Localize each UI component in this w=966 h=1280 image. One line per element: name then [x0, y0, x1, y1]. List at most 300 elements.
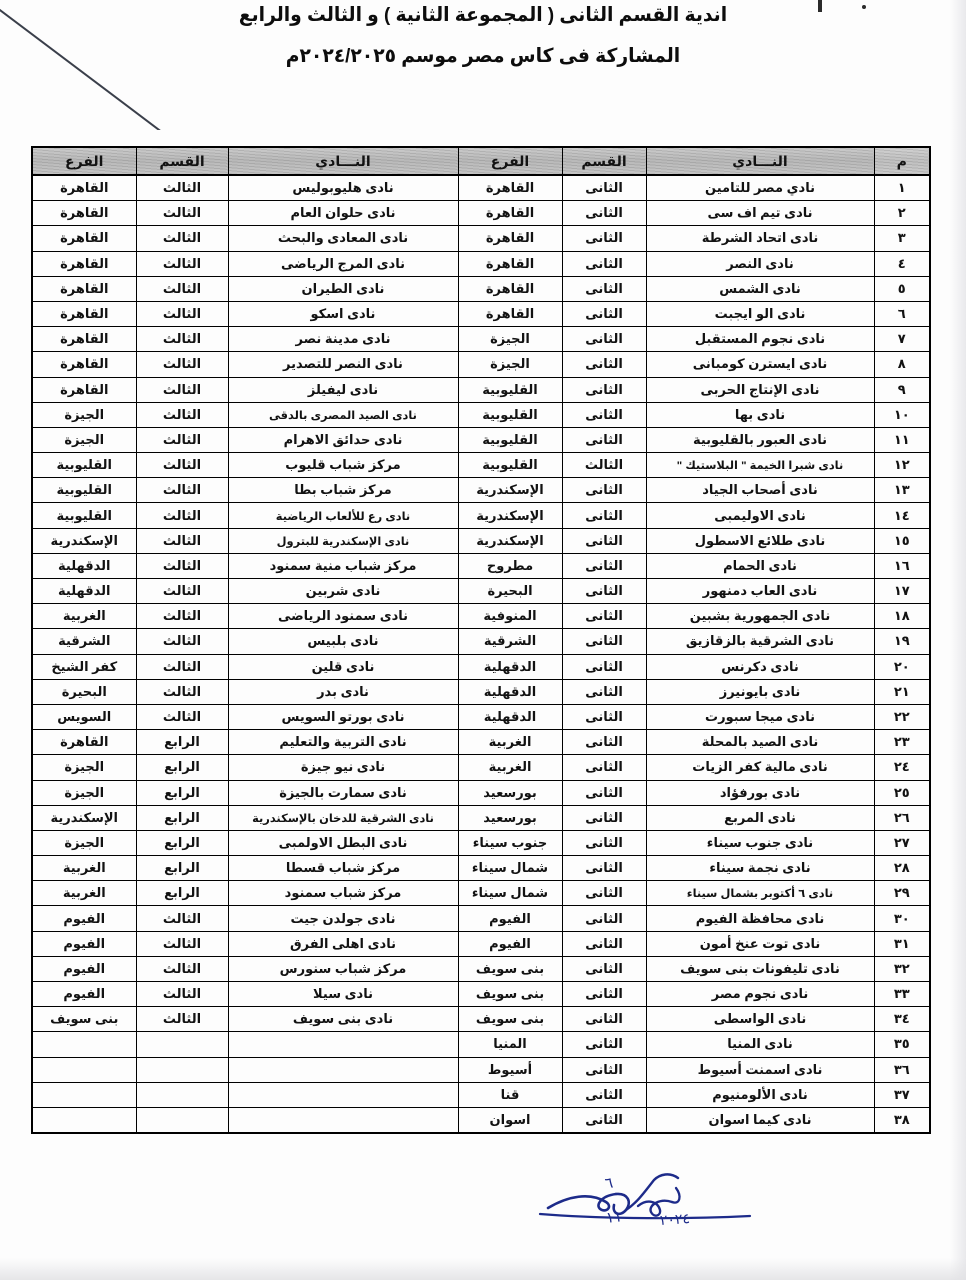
- table-row: [32, 956, 930, 981]
- branch-right: القليوبية: [458, 402, 562, 427]
- table-row: [32, 478, 930, 503]
- section-right: الثانى: [562, 175, 646, 201]
- section-right: الثانى: [562, 931, 646, 956]
- branch-right: بورسعيد: [458, 780, 562, 805]
- table-row: [32, 503, 930, 528]
- section-right: الثانى: [562, 906, 646, 931]
- row-number: ٩: [874, 377, 930, 402]
- table-row: [32, 679, 930, 704]
- section-right: الثانى: [562, 604, 646, 629]
- header-branch-left: الفرع: [32, 147, 136, 175]
- clubs-table-container: [33, 146, 931, 1134]
- branch-right: القليوبية: [458, 453, 562, 478]
- section-left: الرابع: [136, 856, 228, 881]
- table-row: [32, 402, 930, 427]
- club-name-left: [228, 1057, 458, 1082]
- table-row: [32, 931, 930, 956]
- section-right: الثانى: [562, 704, 646, 729]
- section-left: الثالث: [136, 704, 228, 729]
- section-left: الثالث: [136, 629, 228, 654]
- section-right: الثانى: [562, 1107, 646, 1133]
- club-name-left: نادى سمنود الرياضى: [228, 604, 458, 629]
- club-name-left: نادى بدر: [228, 679, 458, 704]
- section-left: [136, 1082, 228, 1107]
- table-row: [32, 906, 930, 931]
- club-name-right: نادى أصحاب الجياد: [646, 478, 874, 503]
- club-name-right: نادى العاب دمنهور: [646, 579, 874, 604]
- club-name-left: نادى سمارت بالجيزة: [228, 780, 458, 805]
- branch-left: القليوبية: [32, 503, 136, 528]
- club-name-left: مركز شباب سنورس: [228, 956, 458, 981]
- table-row: [32, 730, 930, 755]
- section-left: الرابع: [136, 830, 228, 855]
- signature-day: ٦: [603, 1175, 615, 1193]
- table-row: [32, 201, 930, 226]
- branch-right: الإسكندرية: [458, 503, 562, 528]
- club-name-right: نادى الجمهورية بشبين: [646, 604, 874, 629]
- club-name-left: نادى بلبيس: [228, 629, 458, 654]
- club-name-left: نادى حلوان العام: [228, 201, 458, 226]
- table-row: [32, 629, 930, 654]
- table-row: [32, 830, 930, 855]
- club-name-left: نادى الطيران: [228, 276, 458, 301]
- section-left: الثالث: [136, 982, 228, 1007]
- club-name-right: نادى طلائع الاسطول: [646, 528, 874, 553]
- section-left: الثالث: [136, 931, 228, 956]
- section-left: الثالث: [136, 906, 228, 931]
- branch-left: الفيوم: [32, 931, 136, 956]
- row-number: ٣٣: [874, 982, 930, 1007]
- table-row: [32, 226, 930, 251]
- branch-right: بنى سويف: [458, 1007, 562, 1032]
- section-right: الثانى: [562, 226, 646, 251]
- branch-right: مطروح: [458, 553, 562, 578]
- page-title-line-2: المشاركة فى كاس مصر موسم ٢٠٢٤/٢٠٢٥م: [285, 44, 681, 67]
- club-name-right: نادى شبرا الخيمة " البلاستيك ": [646, 453, 874, 478]
- section-right: الثانى: [562, 1007, 646, 1032]
- page-title-line-1: اندية القسم الثانى ( المجموعة الثانية ) و الثالث والرابع: [238, 4, 728, 26]
- branch-left: البحيرة: [32, 679, 136, 704]
- club-name-left: [228, 1032, 458, 1057]
- signature-month: ١١: [605, 1209, 623, 1227]
- branch-left: القاهرة: [32, 327, 136, 352]
- row-number: ١٣: [874, 478, 930, 503]
- row-number: ٣١: [874, 931, 930, 956]
- section-left: الرابع: [136, 730, 228, 755]
- branch-right: قنا: [458, 1082, 562, 1107]
- table-row: [32, 780, 930, 805]
- club-name-left: نادى اسكو: [228, 301, 458, 326]
- branch-left: القاهرة: [32, 226, 136, 251]
- signature-block: [520, 1172, 800, 1252]
- section-right: الثانى: [562, 1032, 646, 1057]
- scan-shade-bottom: [0, 1258, 966, 1280]
- club-name-right: نادى الاوليمبى: [646, 503, 874, 528]
- branch-left: الغربية: [32, 604, 136, 629]
- branch-left: الدقهلية: [32, 579, 136, 604]
- handwritten-signature-icon: [520, 1172, 800, 1242]
- branch-left: القليوبية: [32, 478, 136, 503]
- row-number: ٨: [874, 352, 930, 377]
- club-name-right: نادى بورفؤاد: [646, 780, 874, 805]
- branch-right: الفيوم: [458, 906, 562, 931]
- club-name-right: نادى العبور بالقليوبية: [646, 427, 874, 452]
- section-left: الثالث: [136, 579, 228, 604]
- row-number: ٥: [874, 276, 930, 301]
- table-row: [32, 553, 930, 578]
- branch-left: الفيوم: [32, 982, 136, 1007]
- club-name-right: نادى نجمة سيناء: [646, 856, 874, 881]
- row-number: ٢٤: [874, 755, 930, 780]
- branch-left: الجيزة: [32, 755, 136, 780]
- table-row: [32, 856, 930, 881]
- branch-right: الإسكندرية: [458, 478, 562, 503]
- header-section-left: القسم: [136, 147, 228, 175]
- branch-left: الغربية: [32, 856, 136, 881]
- branch-right: الغربية: [458, 730, 562, 755]
- section-right: الثالث: [562, 453, 646, 478]
- section-right: الثانى: [562, 730, 646, 755]
- section-left: الثالث: [136, 453, 228, 478]
- row-number: ١٢: [874, 453, 930, 478]
- club-name-left: [228, 1107, 458, 1133]
- branch-left: [32, 1082, 136, 1107]
- club-name-right: نادى الإنتاج الحربى: [646, 377, 874, 402]
- branch-left: [32, 1057, 136, 1082]
- signature-year: ٢٠٢٤: [659, 1211, 691, 1230]
- row-number: ٢٣: [874, 730, 930, 755]
- table-row: [32, 654, 930, 679]
- club-name-left: نادى جولدن جيت: [228, 906, 458, 931]
- club-name-left: مركز شباب منية سمنود: [228, 553, 458, 578]
- section-left: الثالث: [136, 1007, 228, 1032]
- section-left: الرابع: [136, 755, 228, 780]
- branch-left: القاهرة: [32, 730, 136, 755]
- branch-right: بورسعيد: [458, 805, 562, 830]
- branch-right: شمال سيناء: [458, 881, 562, 906]
- branch-left: الإسكندرية: [32, 528, 136, 553]
- section-left: الثالث: [136, 528, 228, 553]
- club-name-right: نادى الشمس: [646, 276, 874, 301]
- club-name-right: نادي مصر للتامين: [646, 175, 874, 201]
- club-name-left: نادى بورتو السويس: [228, 704, 458, 729]
- branch-right: المنيا: [458, 1032, 562, 1057]
- club-name-left: نادى الشرقية للدخان بالإسكندرية: [228, 805, 458, 830]
- club-name-left: مركز شباب قسطا: [228, 856, 458, 881]
- branch-left: الفيوم: [32, 956, 136, 981]
- section-right: الثانى: [562, 327, 646, 352]
- club-name-left: نادى حدائق الاهرام: [228, 427, 458, 452]
- section-right: الثانى: [562, 503, 646, 528]
- club-name-left: نادى مدينة نصر: [228, 327, 458, 352]
- section-right: الثانى: [562, 553, 646, 578]
- branch-left: الفيوم: [32, 906, 136, 931]
- club-name-left: نادى الصيد المصرى بالدقى: [228, 402, 458, 427]
- section-right: الثانى: [562, 982, 646, 1007]
- club-name-right: نادى نجوم المستقبل: [646, 327, 874, 352]
- branch-left: [32, 1107, 136, 1133]
- table-row: [32, 579, 930, 604]
- section-left: الثالث: [136, 553, 228, 578]
- section-right: الثانى: [562, 251, 646, 276]
- club-name-right: نادى ٦ أكتوبر بشمال سيناء: [646, 881, 874, 906]
- table-row: [32, 1057, 930, 1082]
- club-name-left: نادى اهلى الفرق: [228, 931, 458, 956]
- section-right: الثانى: [562, 1057, 646, 1082]
- table-row: [32, 528, 930, 553]
- branch-right: شمال سيناء: [458, 856, 562, 881]
- table-row: [32, 1107, 930, 1133]
- branch-left: [32, 1032, 136, 1057]
- row-number: ٦: [874, 301, 930, 326]
- branch-right: بنى سويف: [458, 982, 562, 1007]
- club-name-right: نادى الحمام: [646, 553, 874, 578]
- club-name-left: نادى النصر للتصدير: [228, 352, 458, 377]
- section-right: الثانى: [562, 780, 646, 805]
- section-right: الثانى: [562, 679, 646, 704]
- branch-right: القاهرة: [458, 301, 562, 326]
- club-name-left: [228, 1082, 458, 1107]
- row-number: ٤: [874, 251, 930, 276]
- table-row: [32, 982, 930, 1007]
- branch-right: القاهرة: [458, 201, 562, 226]
- branch-left: القاهرة: [32, 251, 136, 276]
- header-branch-right: الفرع: [458, 147, 562, 175]
- header-club-left: النـــادي: [228, 147, 458, 175]
- club-name-left: نادى رع للألعاب الرياضية: [228, 503, 458, 528]
- club-name-right: نادى الشرقية بالزقازيق: [646, 629, 874, 654]
- row-number: ٢٧: [874, 830, 930, 855]
- club-name-right: نادى ايسترن كومبانى: [646, 352, 874, 377]
- club-name-left: نادى المرج الرياضى: [228, 251, 458, 276]
- section-right: الثانى: [562, 881, 646, 906]
- table-row: [32, 327, 930, 352]
- row-number: ٢٨: [874, 856, 930, 881]
- section-right: الثانى: [562, 755, 646, 780]
- header-section-right: القسم: [562, 147, 646, 175]
- scan-shade-right: [950, 0, 966, 1280]
- section-right: الثانى: [562, 805, 646, 830]
- club-name-left: نادى البطل الاولمبى: [228, 830, 458, 855]
- branch-right: القاهرة: [458, 175, 562, 201]
- branch-right: المنوفية: [458, 604, 562, 629]
- club-name-left: نادى الإسكندرية للبترول: [228, 528, 458, 553]
- section-right: الثانى: [562, 201, 646, 226]
- section-left: الثالث: [136, 175, 228, 201]
- row-number: ٢: [874, 201, 930, 226]
- header-club-right: النـــادي: [646, 147, 874, 175]
- club-name-left: مركز شباب سمنود: [228, 881, 458, 906]
- row-number: ٣٢: [874, 956, 930, 981]
- branch-left: الشرقية: [32, 629, 136, 654]
- row-number: ١٧: [874, 579, 930, 604]
- branch-left: الدقهلية: [32, 553, 136, 578]
- branch-right: الجيزة: [458, 352, 562, 377]
- club-name-left: نادى سيلا: [228, 982, 458, 1007]
- section-left: الثالث: [136, 478, 228, 503]
- row-number: ٢٠: [874, 654, 930, 679]
- table-row: [32, 175, 930, 201]
- section-left: [136, 1107, 228, 1133]
- table-row: [32, 1007, 930, 1032]
- club-name-right: نادى اتحاد الشرطة: [646, 226, 874, 251]
- table-row: [32, 604, 930, 629]
- section-left: الرابع: [136, 780, 228, 805]
- section-right: الثانى: [562, 427, 646, 452]
- section-left: الثالث: [136, 654, 228, 679]
- row-number: ١٦: [874, 553, 930, 578]
- club-name-right: نادى تيم اف سى: [646, 201, 874, 226]
- row-number: ٢٢: [874, 704, 930, 729]
- branch-right: القليوبية: [458, 377, 562, 402]
- row-number: ٣٤: [874, 1007, 930, 1032]
- row-number: ١١: [874, 427, 930, 452]
- branch-right: الدقهلية: [458, 704, 562, 729]
- branch-right: اسوان: [458, 1107, 562, 1133]
- row-number: ٢٥: [874, 780, 930, 805]
- table-row: [32, 755, 930, 780]
- section-left: الثالث: [136, 402, 228, 427]
- club-name-right: نادى المربع: [646, 805, 874, 830]
- table-row: [32, 276, 930, 301]
- club-name-right: نادى كيما اسوان: [646, 1107, 874, 1133]
- table-row: [32, 301, 930, 326]
- branch-left: بنى سويف: [32, 1007, 136, 1032]
- club-name-right: نادى بها: [646, 402, 874, 427]
- branch-right: الجيزة: [458, 327, 562, 352]
- club-name-right: نادى مالية كفر الزيات: [646, 755, 874, 780]
- section-right: الثانى: [562, 402, 646, 427]
- branch-right: أسيوط: [458, 1057, 562, 1082]
- club-name-left: نادى هليوبوليس: [228, 175, 458, 201]
- branch-right: جنوب سيناء: [458, 830, 562, 855]
- branch-right: بنى سويف: [458, 956, 562, 981]
- section-right: الثانى: [562, 352, 646, 377]
- club-name-right: نادى الو ايجبت: [646, 301, 874, 326]
- club-name-right: نادى الواسطى: [646, 1007, 874, 1032]
- club-name-right: نادى توت عنخ أمون: [646, 931, 874, 956]
- row-number: ٣٦: [874, 1057, 930, 1082]
- section-left: الثالث: [136, 427, 228, 452]
- club-name-right: نادى جنوب سيناء: [646, 830, 874, 855]
- club-name-left: مركز شباب قليوب: [228, 453, 458, 478]
- branch-left: القليوبية: [32, 453, 136, 478]
- branch-left: كفر الشيخ: [32, 654, 136, 679]
- section-right: الثانى: [562, 654, 646, 679]
- branch-left: الإسكندرية: [32, 805, 136, 830]
- club-name-left: نادى نيو جيزة: [228, 755, 458, 780]
- branch-right: القاهرة: [458, 276, 562, 301]
- section-right: الثانى: [562, 629, 646, 654]
- section-right: الثانى: [562, 276, 646, 301]
- club-name-right: نادى اسمنت أسيوط: [646, 1057, 874, 1082]
- club-name-right: نادى نجوم مصر: [646, 982, 874, 1007]
- section-left: [136, 1032, 228, 1057]
- section-left: الثالث: [136, 956, 228, 981]
- table-row: [32, 377, 930, 402]
- section-left: الثالث: [136, 276, 228, 301]
- section-left: الثالث: [136, 679, 228, 704]
- branch-left: القاهرة: [32, 301, 136, 326]
- branch-right: القاهرة: [458, 226, 562, 251]
- branch-left: القاهرة: [32, 276, 136, 301]
- table-row: [32, 352, 930, 377]
- row-number: ١٠: [874, 402, 930, 427]
- section-right: الثانى: [562, 528, 646, 553]
- row-number: ٣٥: [874, 1032, 930, 1057]
- header-no: م: [874, 147, 930, 175]
- branch-right: البحيرة: [458, 579, 562, 604]
- club-name-left: نادى التربية والتعليم: [228, 730, 458, 755]
- branch-right: الغربية: [458, 755, 562, 780]
- branch-right: الشرقية: [458, 629, 562, 654]
- club-name-left: نادى المعادى والبحث: [228, 226, 458, 251]
- branch-left: الجيزة: [32, 402, 136, 427]
- row-number: ٣٧: [874, 1082, 930, 1107]
- section-left: الثالث: [136, 201, 228, 226]
- club-name-right: نادى دكرنس: [646, 654, 874, 679]
- club-name-right: نادى ميجا سبورت: [646, 704, 874, 729]
- table-row: [32, 805, 930, 830]
- club-name-right: نادى النصر: [646, 251, 874, 276]
- section-left: الثالث: [136, 226, 228, 251]
- club-name-right: نادى تليفونات بنى سويف: [646, 956, 874, 981]
- club-name-right: نادى الألومنيوم: [646, 1082, 874, 1107]
- branch-right: الإسكندرية: [458, 528, 562, 553]
- row-number: ٣٠: [874, 906, 930, 931]
- branch-left: الجيزة: [32, 780, 136, 805]
- branch-left: الغربية: [32, 881, 136, 906]
- club-name-left: نادى شربين: [228, 579, 458, 604]
- section-left: الثالث: [136, 377, 228, 402]
- club-name-left: مركز شباب بطا: [228, 478, 458, 503]
- branch-left: القاهرة: [32, 377, 136, 402]
- section-right: الثانى: [562, 377, 646, 402]
- branch-right: الدقهلية: [458, 654, 562, 679]
- row-number: ١٥: [874, 528, 930, 553]
- document-title-block: [0, 6, 966, 66]
- table-row: [32, 251, 930, 276]
- club-name-right: نادى بايونيرز: [646, 679, 874, 704]
- section-left: الثالث: [136, 251, 228, 276]
- section-left: الرابع: [136, 805, 228, 830]
- row-number: ٢١: [874, 679, 930, 704]
- section-left: الثالث: [136, 604, 228, 629]
- branch-left: الجيزة: [32, 830, 136, 855]
- table-row: [32, 427, 930, 452]
- section-right: الثانى: [562, 956, 646, 981]
- row-number: ١: [874, 175, 930, 201]
- club-name-left: نادى ليفيلز: [228, 377, 458, 402]
- branch-right: القاهرة: [458, 251, 562, 276]
- section-left: [136, 1057, 228, 1082]
- branch-right: الدقهلية: [458, 679, 562, 704]
- branch-right: القليوبية: [458, 427, 562, 452]
- branch-right: الفيوم: [458, 931, 562, 956]
- section-left: الرابع: [136, 881, 228, 906]
- section-right: الثانى: [562, 856, 646, 881]
- club-name-left: نادى قلين: [228, 654, 458, 679]
- club-name-left: نادى بنى سويف: [228, 1007, 458, 1032]
- branch-left: القاهرة: [32, 201, 136, 226]
- club-name-right: نادى محافظة الفيوم: [646, 906, 874, 931]
- branch-left: الجيزة: [32, 427, 136, 452]
- section-right: الثانى: [562, 1082, 646, 1107]
- section-right: الثانى: [562, 579, 646, 604]
- row-number: ١٤: [874, 503, 930, 528]
- table-row: [32, 1082, 930, 1107]
- row-number: ٧: [874, 327, 930, 352]
